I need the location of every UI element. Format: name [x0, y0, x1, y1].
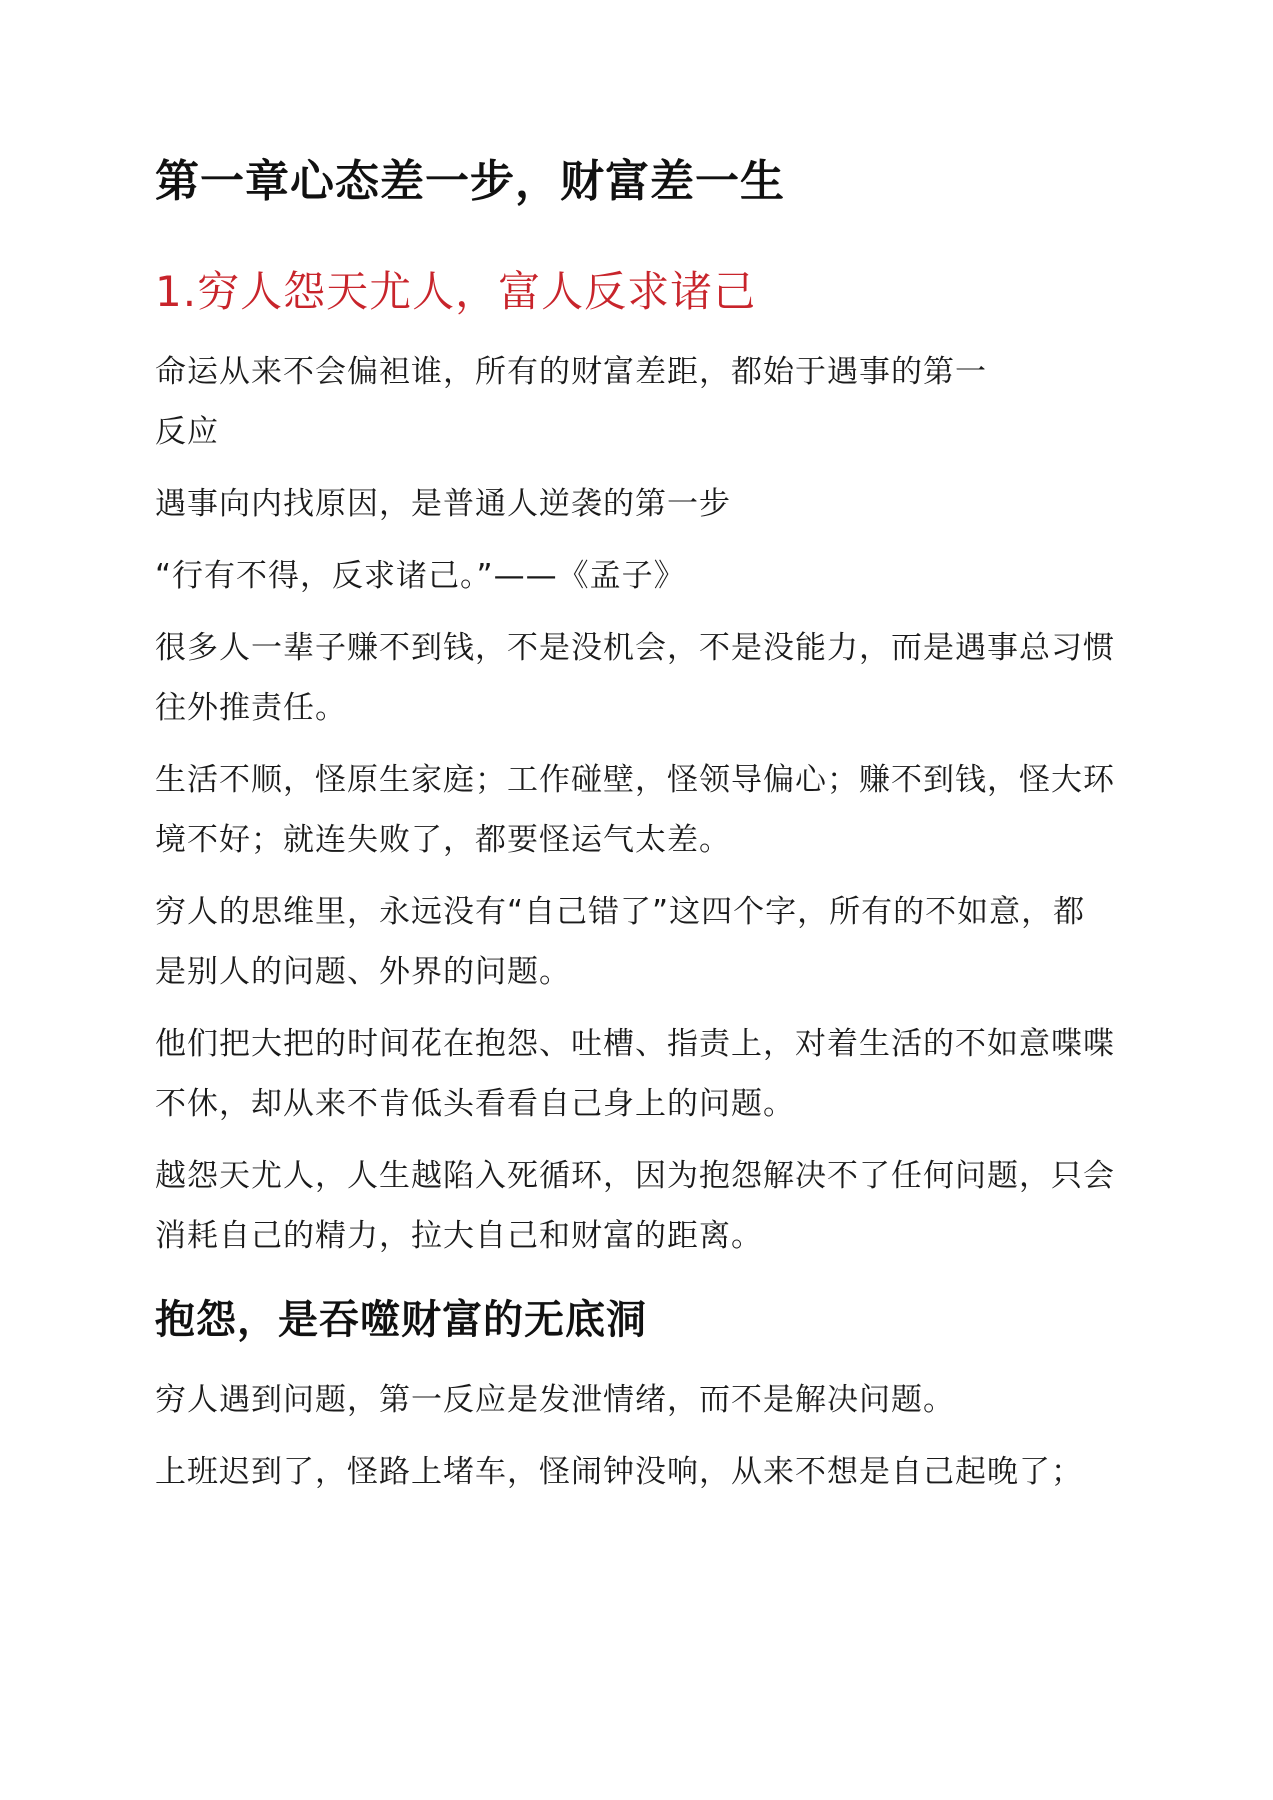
chapter-title: 第一章心态差一步，财富差一生	[155, 156, 785, 207]
paragraph: 穷人遇到问题，第一反应是发泄情绪，而不是解决问题。	[155, 1382, 955, 1418]
paragraph: 很多人一辈子赚不到钱，不是没机会，不是没能力，而是遇事总习惯往外推责任。	[155, 630, 1115, 726]
paragraph: 穷人的思维里，永远没有“自己错了”这四个字，所有的不如意，都是别人的问题、外界的问题。	[155, 894, 1086, 990]
sub-heading: 抱怨，是吞噬财富的无底洞	[155, 1297, 647, 1343]
paragraph: 上班迟到了，怪路上堵车，怪闹钟没响，从来不想是自己起晚了；	[155, 1454, 1083, 1490]
paragraph: 遇事向内找原因，是普通人逆袭的第一步	[155, 486, 731, 522]
section-title: 1.穷人怨天尤人，富人反求诸己	[155, 267, 757, 316]
paragraph: 越怨天尤人，人生越陷入死循环，因为抱怨解决不了任何问题，只会消耗自己的精力，拉大自己和财富的距离。	[155, 1158, 1115, 1254]
paragraph: 命运从来不会偏袒谁，所有的财富差距，都始于遇事的第一反应	[155, 354, 987, 450]
paragraph: 生活不顺，怪原生家庭；工作碰壁，怪领导偏心；赚不到钱，怪大环境不好；就连失败了，都要怪运气太差。	[155, 762, 1115, 858]
paragraph: 他们把大把的时间花在抱怨、吐槽、指责上，对着生活的不如意喋喋不休，却从来不肯低头看看自己身上的问题。	[155, 1026, 1115, 1122]
document-content	[155, 150, 1115, 1502]
paragraph: “行有不得，反求诸己。”——《孟子》	[155, 558, 686, 594]
